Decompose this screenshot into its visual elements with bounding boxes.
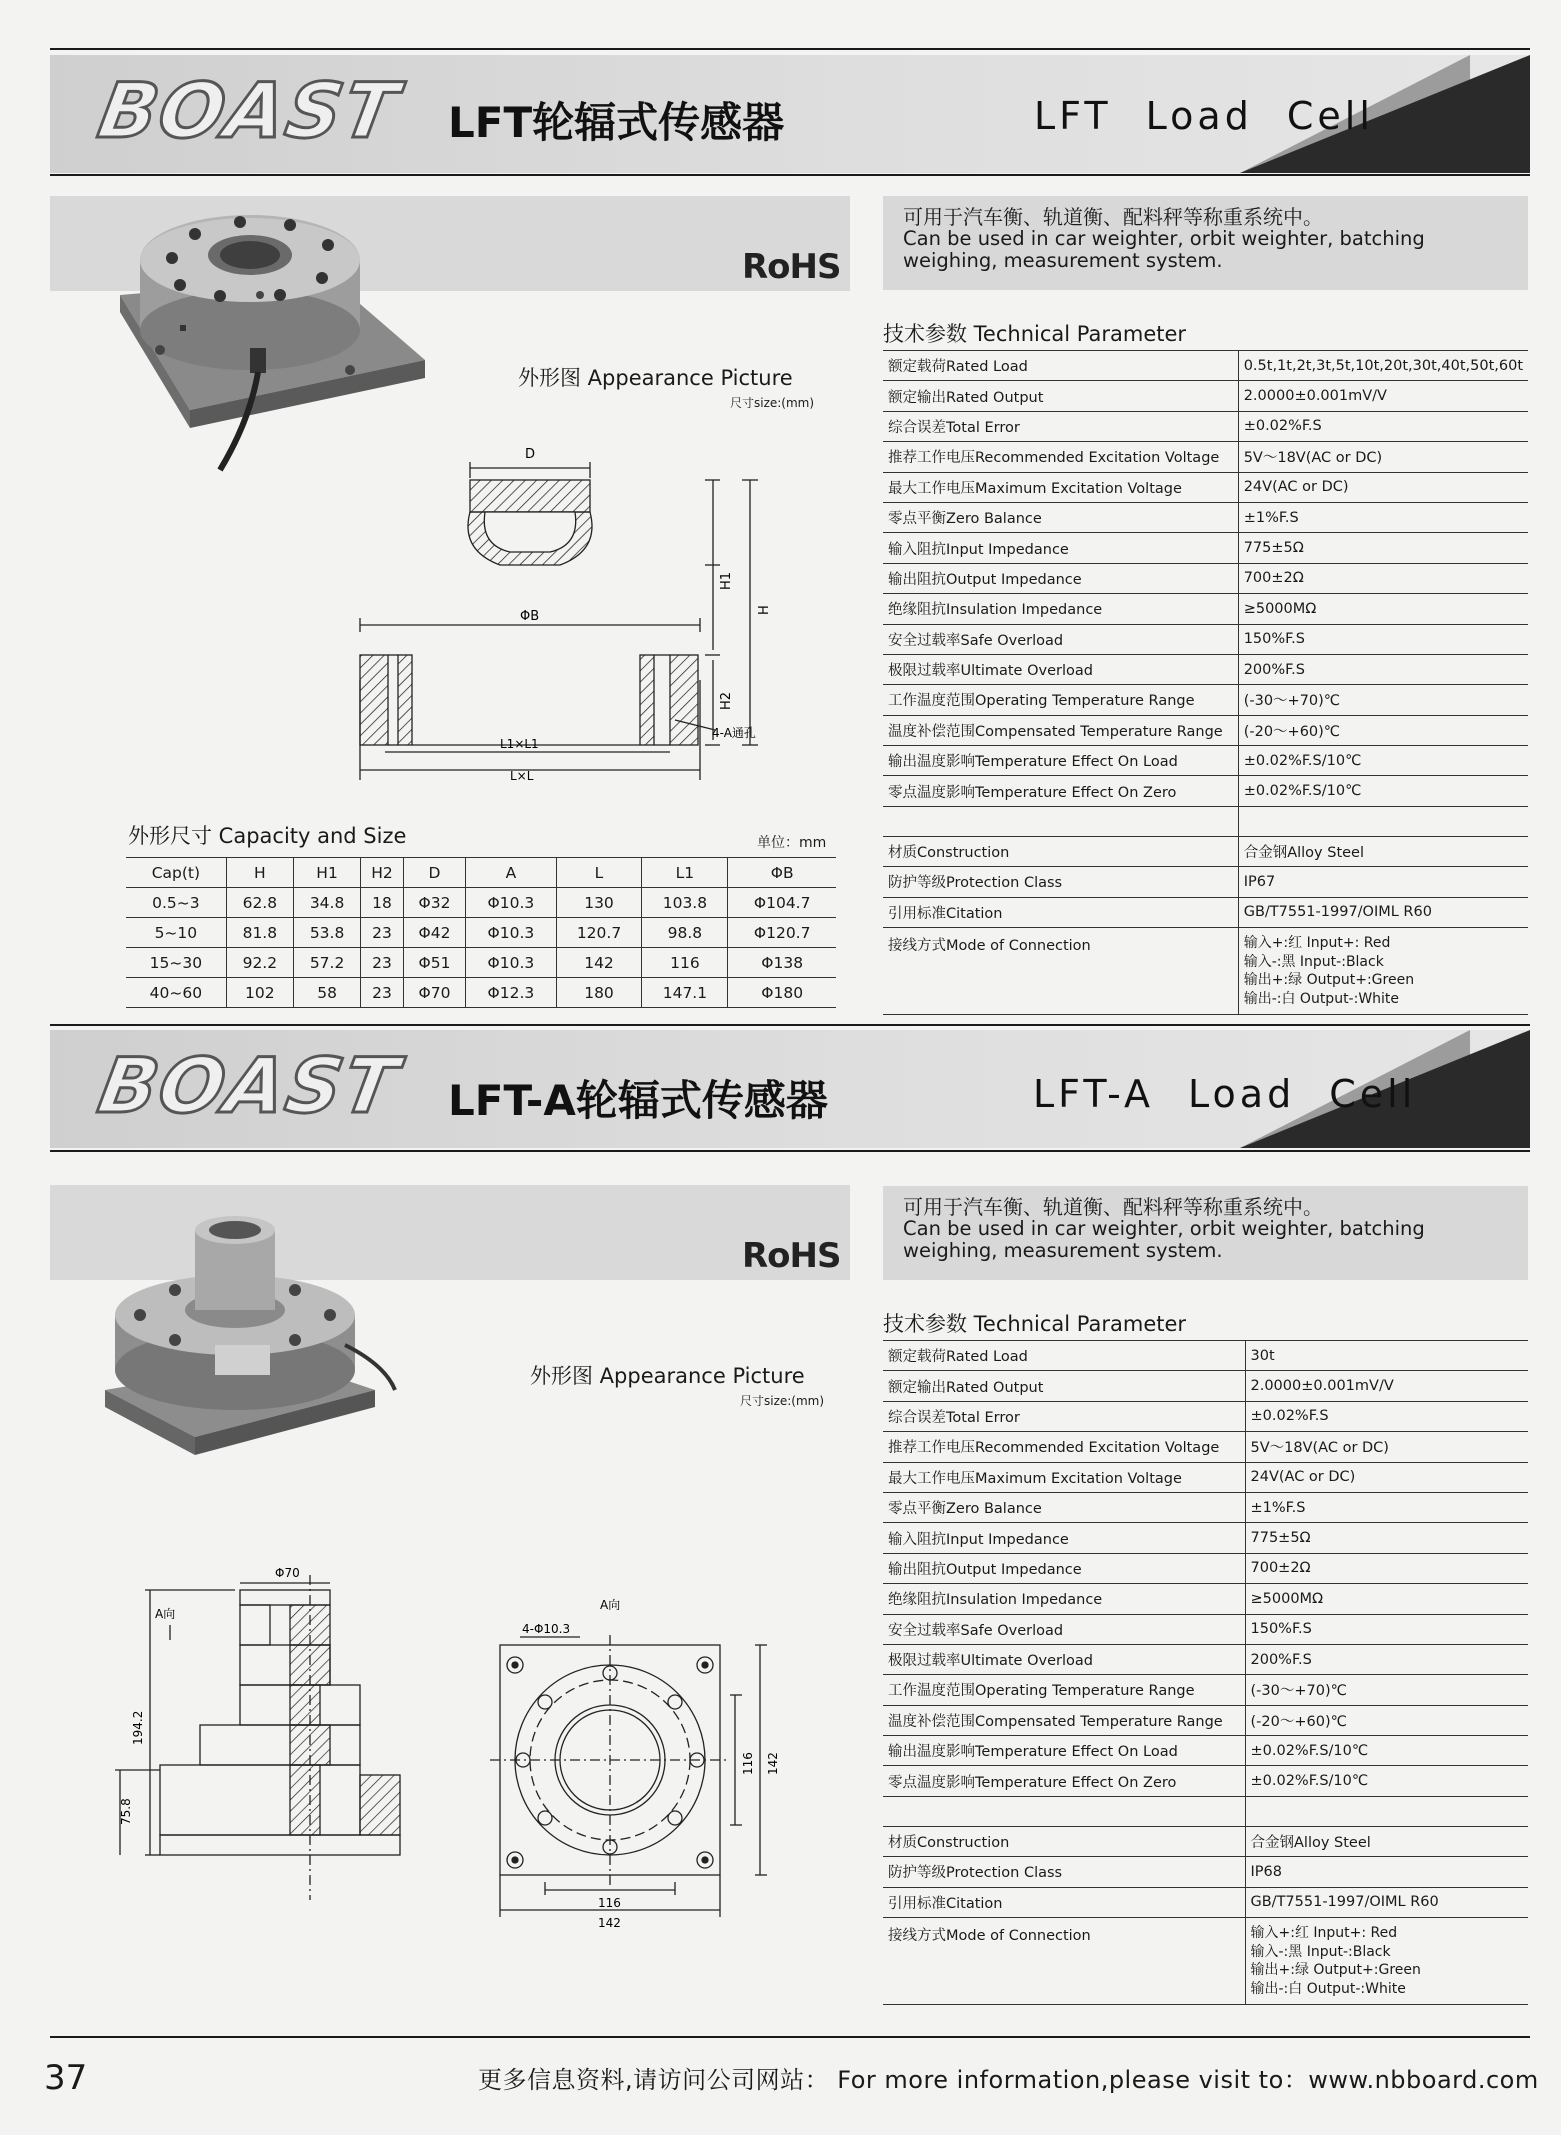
capacity-header-cell: D: [403, 858, 465, 888]
section1-capacity-label: 外形尺寸 Capacity and Size: [128, 824, 407, 848]
section1-dim-phiB: ΦB: [520, 609, 540, 624]
param-key: 输出阻抗Output Impedance: [883, 1553, 1245, 1583]
capacity-cell: 120.7: [556, 918, 642, 948]
capacity-cell: Φ10.3: [466, 888, 556, 918]
param-row: [883, 1401, 1528, 1431]
param-value: 775±5Ω: [1238, 533, 1528, 563]
capacity-cell: 57.2: [293, 948, 360, 978]
section2-title-en: LFT-A Load Cell: [1033, 1072, 1417, 1116]
param-key: 输入阻抗Input Impedance: [883, 533, 1238, 563]
param-value: 700±2Ω: [1245, 1553, 1528, 1583]
top-rule: [50, 48, 1530, 50]
param-value: GB/T7551-1997/OIML R60: [1238, 897, 1528, 927]
param-key: 综合误差Total Error: [883, 411, 1238, 441]
capacity-cell: Φ120.7: [728, 918, 836, 948]
connection-line: 输出+:绿 Output+:Green: [1250, 1962, 1421, 1979]
param-row: [883, 897, 1528, 927]
param-value: 150%F.S: [1245, 1614, 1528, 1644]
param-key: 额定输出Rated Output: [883, 1371, 1245, 1401]
param-key: 安全过载率Safe Overload: [883, 1614, 1245, 1644]
capacity-cell: 15~30: [126, 948, 226, 978]
capacity-header-cell: Cap(t): [126, 858, 226, 888]
section2-top-drawing: [490, 1595, 800, 1945]
capacity-cell: 180: [556, 978, 642, 1008]
connection-line: 输出+:绿 Output+:Green: [1243, 972, 1415, 989]
section2-rohs: RoHS: [742, 1236, 841, 1276]
param-value: (-30～+70)℃: [1238, 685, 1528, 715]
param-row: [883, 1675, 1528, 1705]
param-row: [883, 533, 1528, 563]
section2-side-drawing: [119, 1565, 460, 1945]
section-divider-rule: [50, 1024, 1530, 1026]
param-key: 最大工作电压Maximum Excitation Voltage: [883, 472, 1238, 502]
param-key: 零点温度影响Temperature Effect On Zero: [883, 1766, 1245, 1796]
capacity-cell: 103.8: [642, 888, 728, 918]
connection-key: 接线方式Mode of Connection: [883, 928, 1238, 1015]
capacity-cell: 130: [556, 888, 642, 918]
capacity-cell: 92.2: [226, 948, 293, 978]
section1-dim-H2: H2: [719, 691, 734, 710]
section1-dim-L1: L1×L1: [500, 737, 539, 751]
footer-rule: [50, 2036, 1530, 2038]
section1-tp-header: 技术参数 Technical Parameter: [883, 322, 1187, 346]
param-value: 24V(AC or DC): [1238, 472, 1528, 502]
param-value: ±0.02%F.S: [1245, 1401, 1528, 1431]
param-key: 工作温度范围Operating Temperature Range: [883, 1675, 1245, 1705]
param-value: (-20～+60)℃: [1238, 715, 1528, 745]
param-row: [883, 1341, 1528, 1371]
param-value: 2.0000±0.001mV/V: [1245, 1371, 1528, 1401]
param-row: [883, 563, 1528, 593]
param-row: [883, 1736, 1528, 1766]
param-row: [883, 1371, 1528, 1401]
section1-dim-L: L×L: [510, 769, 534, 783]
section2-banner-rule: [50, 1150, 1530, 1152]
section2-dim-adir1: A向: [155, 1607, 176, 1621]
section2-description: [883, 1186, 1528, 1280]
param-row: [883, 867, 1528, 897]
param-value: IP68: [1245, 1857, 1528, 1887]
section2-dim-phi70: Φ70: [275, 1566, 300, 1580]
param-key: 零点温度影响Temperature Effect On Zero: [883, 776, 1238, 806]
connection-row: [883, 1918, 1528, 2005]
connection-line: 输入+:红 Input+: Red: [1250, 1925, 1398, 1942]
param-key: 额定载荷Rated Load: [883, 1341, 1245, 1371]
capacity-cell: 23: [361, 948, 404, 978]
capacity-cell: 98.8: [642, 918, 728, 948]
section2-dim-758: 75.8: [119, 1798, 133, 1825]
section2-product-photo: [95, 1215, 395, 1475]
capacity-row: [126, 918, 836, 948]
param-row: [883, 1523, 1528, 1553]
param-row: [883, 776, 1528, 806]
section1-desc-cn: 可用于汽车衡、轨道衡、配料秤等称重系统中。: [903, 205, 1323, 229]
param-key: 输出温度影响Temperature Effect On Load: [883, 1736, 1245, 1766]
capacity-header-cell: L: [556, 858, 642, 888]
capacity-header-cell: L1: [642, 858, 728, 888]
param-value: ±0.02%F.S/10℃: [1245, 1766, 1528, 1796]
section2-desc-cn: 可用于汽车衡、轨道衡、配料秤等称重系统中。: [903, 1195, 1323, 1219]
capacity-row: [126, 948, 836, 978]
param-row: [883, 685, 1528, 715]
capacity-row: [126, 978, 836, 1008]
capacity-cell: Φ32: [403, 888, 465, 918]
param-row: [883, 502, 1528, 532]
capacity-cell: Φ104.7: [728, 888, 836, 918]
param-value: 700±2Ω: [1238, 563, 1528, 593]
section1-title-cn: LFT轮辐式传感器: [448, 98, 785, 147]
param-row: [883, 381, 1528, 411]
param-row: [883, 442, 1528, 472]
section2-logo: BOAST: [92, 1041, 406, 1130]
param-value: 775±5Ω: [1245, 1523, 1528, 1553]
param-key: 防护等级Protection Class: [883, 1857, 1245, 1887]
param-row: [883, 624, 1528, 654]
capacity-header-cell: ΦB: [728, 858, 836, 888]
section2-dim-holes: 4-Φ10.3: [522, 1622, 571, 1636]
section1-unit-label: 单位：mm: [757, 835, 827, 851]
param-row: [883, 654, 1528, 684]
param-value: 200%F.S: [1238, 654, 1528, 684]
capacity-cell: 58: [293, 978, 360, 1008]
param-row: [883, 472, 1528, 502]
capacity-row: [126, 888, 836, 918]
section2-dim-v142: 142: [766, 1752, 780, 1775]
capacity-cell: 40~60: [126, 978, 226, 1008]
section1-dim-hole: 4-A通孔: [712, 726, 756, 740]
param-value: ±0.02%F.S/10℃: [1238, 776, 1528, 806]
param-value: 24V(AC or DC): [1245, 1462, 1528, 1492]
connection-values: [1238, 928, 1528, 1015]
param-key: 绝缘阻抗Insulation Impedance: [883, 594, 1238, 624]
section1-appearance-label: 外形图 Appearance Picture: [518, 366, 793, 390]
param-row: [883, 1705, 1528, 1735]
param-key: 输出阻抗Output Impedance: [883, 563, 1238, 593]
param-row: [883, 1462, 1528, 1492]
section2-appearance-label: 外形图 Appearance Picture: [530, 1364, 805, 1388]
section2-param-table: [883, 1340, 1528, 2005]
param-key: 引用标准Citation: [883, 1887, 1245, 1917]
capacity-cell: 18: [361, 888, 404, 918]
param-key: 推荐工作电压Recommended Excitation Voltage: [883, 442, 1238, 472]
param-value: IP67: [1238, 867, 1528, 897]
section1-dim-H1: H1: [719, 571, 734, 590]
param-key: 极限过载率Ultimate Overload: [883, 1644, 1245, 1674]
capacity-cell: 81.8: [226, 918, 293, 948]
param-row: [883, 1432, 1528, 1462]
capacity-cell: 0.5~3: [126, 888, 226, 918]
param-row: [883, 1614, 1528, 1644]
section1-technical-drawing: [350, 440, 800, 800]
connection-row: [883, 928, 1528, 1015]
param-value: 30t: [1245, 1341, 1528, 1371]
connection-key: 接线方式Mode of Connection: [883, 1918, 1245, 2005]
param-row: [883, 594, 1528, 624]
param-key: 绝缘阻抗Insulation Impedance: [883, 1584, 1245, 1614]
param-key: 额定载荷Rated Load: [883, 351, 1238, 381]
param-key: 最大工作电压Maximum Excitation Voltage: [883, 1462, 1245, 1492]
section2-dim-v116: 116: [741, 1752, 755, 1775]
capacity-cell: Φ138: [728, 948, 836, 978]
param-row: [883, 746, 1528, 776]
param-value: 0.5t,1t,2t,3t,5t,10t,20t,30t,40t,50t,60t: [1238, 351, 1528, 381]
param-value: 150%F.S: [1238, 624, 1528, 654]
param-value: ±0.02%F.S/10℃: [1238, 746, 1528, 776]
section1-banner-rule: [50, 174, 1530, 176]
param-value: 合金钢Alloy Steel: [1245, 1826, 1528, 1856]
capacity-cell: Φ51: [403, 948, 465, 978]
section1-capacity-table: [126, 857, 836, 1008]
section2-dim-194: 194.2: [131, 1710, 145, 1745]
capacity-cell: Φ70: [403, 978, 465, 1008]
connection-line: 输入-:黑 Input-:Black: [1250, 1943, 1391, 1960]
param-row: [883, 1887, 1528, 1917]
capacity-header-cell: A: [466, 858, 556, 888]
page-number: 37: [44, 2058, 88, 2098]
param-key: 零点平衡Zero Balance: [883, 502, 1238, 532]
param-value: 2.0000±0.001mV/V: [1238, 381, 1528, 411]
param-key: 输入阻抗Input Impedance: [883, 1523, 1245, 1553]
param-value: 5V～18V(AC or DC): [1245, 1432, 1528, 1462]
param-value: 5V～18V(AC or DC): [1238, 442, 1528, 472]
param-value: ±1%F.S: [1245, 1492, 1528, 1522]
capacity-cell: 102: [226, 978, 293, 1008]
section1-title-en: LFT Load Cell: [1034, 94, 1374, 138]
section1-logo: BOAST: [92, 66, 406, 155]
param-row: [883, 1584, 1528, 1614]
capacity-cell: Φ42: [403, 918, 465, 948]
param-value: (-20～+60)℃: [1245, 1705, 1528, 1735]
param-row: [883, 836, 1528, 866]
capacity-cell: 34.8: [293, 888, 360, 918]
capacity-cell: 142: [556, 948, 642, 978]
param-value: (-30～+70)℃: [1245, 1675, 1528, 1705]
capacity-cell: 147.1: [642, 978, 728, 1008]
capacity-cell: 116: [642, 948, 728, 978]
param-key: 极限过载率Ultimate Overload: [883, 654, 1238, 684]
param-key: 零点平衡Zero Balance: [883, 1492, 1245, 1522]
section1-rohs: RoHS: [742, 247, 841, 287]
param-value: ≥5000MΩ: [1245, 1584, 1528, 1614]
capacity-header-cell: H2: [361, 858, 404, 888]
param-key: 安全过载率Safe Overload: [883, 624, 1238, 654]
connection-line: 输入-:黑 Input-:Black: [1243, 953, 1384, 970]
param-key: 输出温度影响Temperature Effect On Load: [883, 746, 1238, 776]
param-row: [883, 1766, 1528, 1796]
param-row: [883, 1492, 1528, 1522]
param-key: 温度补偿范围Compensated Temperature Range: [883, 1705, 1245, 1735]
section2-dim-w142: 142: [598, 1916, 621, 1930]
param-key: 综合误差Total Error: [883, 1401, 1245, 1431]
section1-desc-en: Can be used in car weighter, orbit weighter, batching weighing, measurement system.: [903, 227, 1425, 272]
section1-dim-D: D: [525, 447, 536, 462]
param-row: [883, 1644, 1528, 1674]
capacity-cell: 23: [361, 918, 404, 948]
capacity-cell: Φ10.3: [466, 948, 556, 978]
param-key: 防护等级Protection Class: [883, 867, 1238, 897]
param-key: 工作温度范围Operating Temperature Range: [883, 685, 1238, 715]
param-value: ±1%F.S: [1238, 502, 1528, 532]
param-key: 温度补偿范围Compensated Temperature Range: [883, 715, 1238, 745]
param-key: 材质Construction: [883, 836, 1238, 866]
param-spacer-row: [883, 1796, 1528, 1826]
param-key: 推荐工作电压Recommended Excitation Voltage: [883, 1432, 1245, 1462]
section2-dim-adir2: A向: [600, 1598, 621, 1612]
param-row: [883, 1826, 1528, 1856]
param-row: [883, 351, 1528, 381]
connection-line: 输入+:红 Input+: Red: [1243, 935, 1391, 952]
param-value: 合金钢Alloy Steel: [1238, 836, 1528, 866]
capacity-cell: Φ180: [728, 978, 836, 1008]
capacity-cell: Φ10.3: [466, 918, 556, 948]
param-value: ±0.02%F.S: [1238, 411, 1528, 441]
section2-title-cn: LFT-A轮辐式传感器: [448, 1076, 828, 1125]
capacity-cell: Φ12.3: [466, 978, 556, 1008]
capacity-cell: 5~10: [126, 918, 226, 948]
param-value: ±0.02%F.S/10℃: [1245, 1736, 1528, 1766]
capacity-cell: 23: [361, 978, 404, 1008]
section2-desc-en: Can be used in car weighter, orbit weighter, batching weighing, measurement system.: [903, 1217, 1425, 1262]
param-key: 引用标准Citation: [883, 897, 1238, 927]
capacity-cell: 53.8: [293, 918, 360, 948]
param-value: ≥5000MΩ: [1238, 594, 1528, 624]
section2-tp-header: 技术参数 Technical Parameter: [883, 1312, 1187, 1336]
param-row: [883, 411, 1528, 441]
param-spacer-row: [883, 806, 1528, 836]
section1-description: [883, 196, 1528, 290]
capacity-header-cell: H: [226, 858, 293, 888]
section1-param-table: [883, 350, 1528, 1015]
connection-line: 输出-:白 Output-:White: [1243, 990, 1400, 1007]
capacity-header-cell: H1: [293, 858, 360, 888]
param-key: 额定输出Rated Output: [883, 381, 1238, 411]
param-value: 200%F.S: [1245, 1644, 1528, 1674]
capacity-cell: 62.8: [226, 888, 293, 918]
param-value: GB/T7551-1997/OIML R60: [1245, 1887, 1528, 1917]
section2-size-note: 尺寸size:(mm): [740, 1394, 825, 1408]
section2-dim-w116: 116: [598, 1896, 621, 1910]
param-row: [883, 715, 1528, 745]
param-row: [883, 1553, 1528, 1583]
section1-dim-H: H: [757, 605, 772, 615]
footer-website-text: 更多信息资料,请访问公司网站： For more information,please visit to：www.nbboard.com: [478, 2066, 1539, 2094]
param-row: [883, 1857, 1528, 1887]
connection-values: [1245, 1918, 1528, 2005]
param-key: 材质Construction: [883, 1826, 1245, 1856]
section1-size-note: 尺寸size:(mm): [730, 396, 815, 410]
connection-line: 输出-:白 Output-:White: [1250, 1980, 1406, 1997]
